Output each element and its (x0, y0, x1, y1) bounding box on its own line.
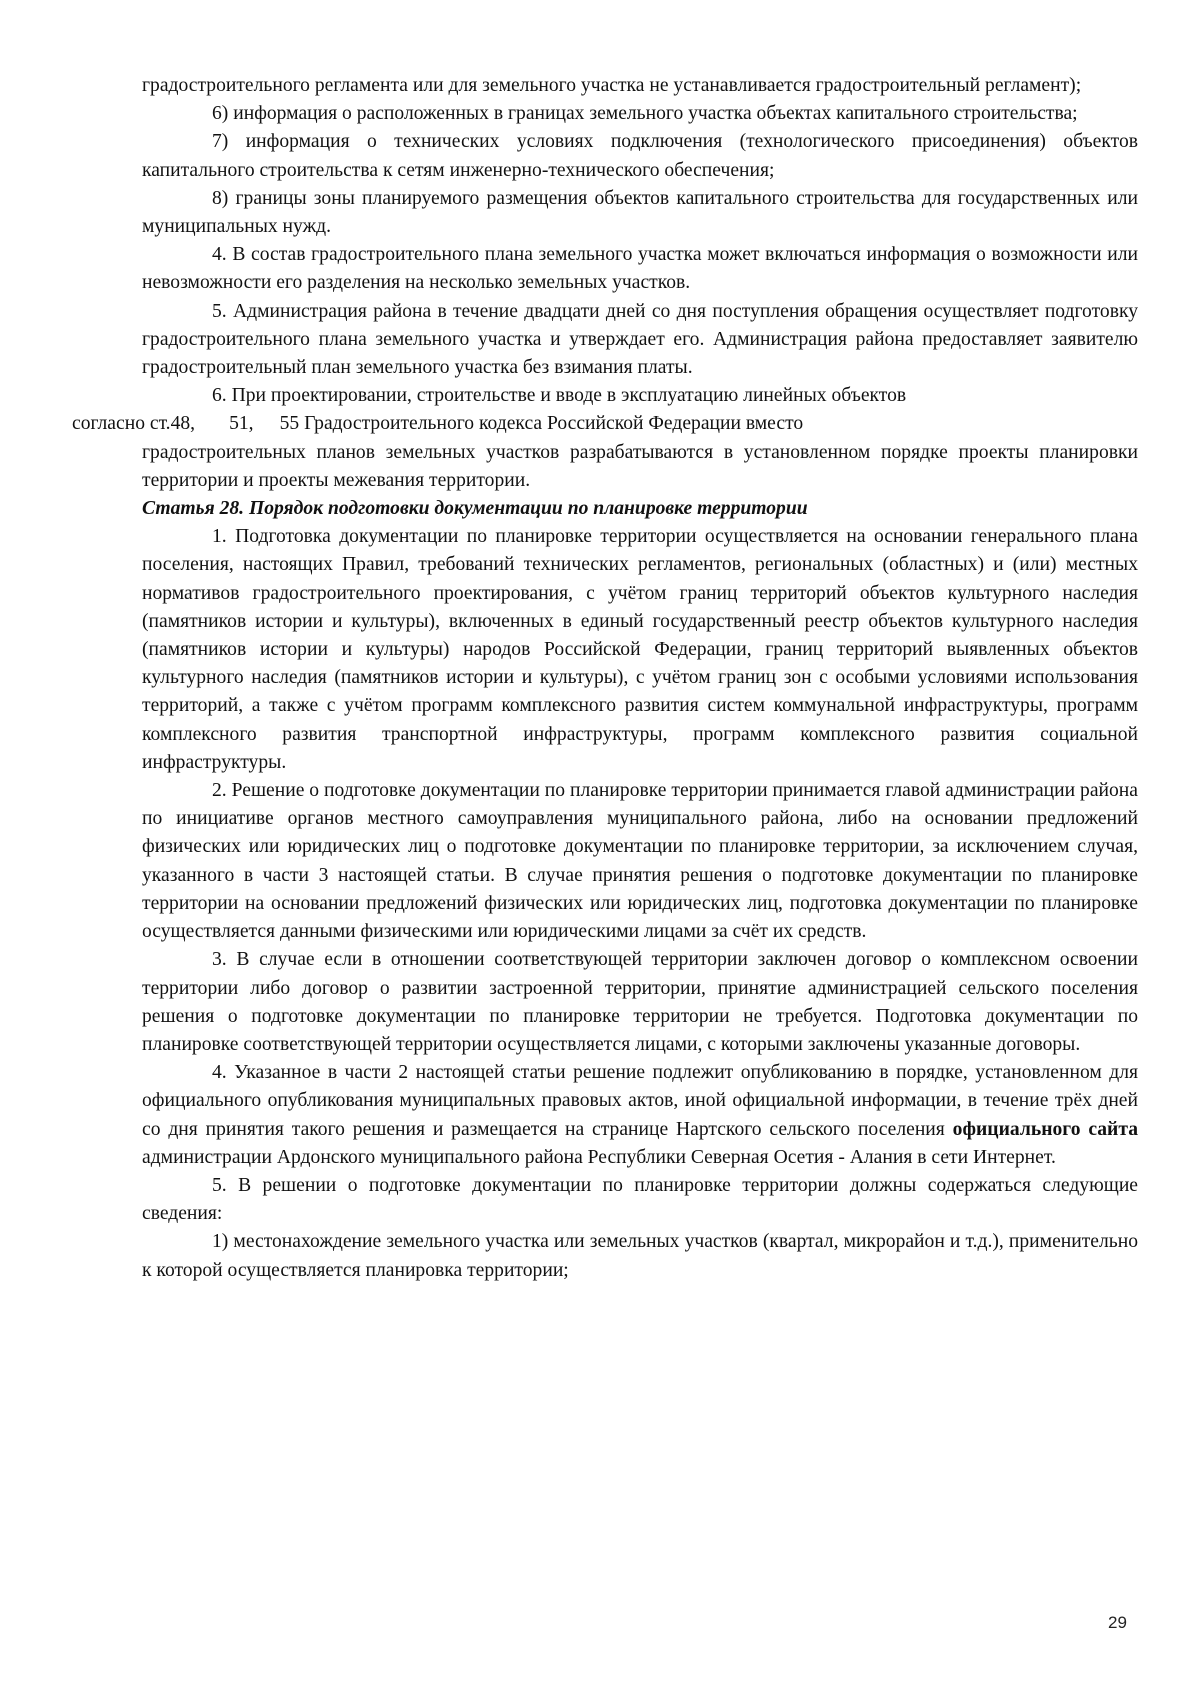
paragraph-6-line1: 6. При проектировании, строительстве и вводе в эксплуатацию линейных объектов (212, 385, 907, 407)
paragraph-continuation: градостроительного регламента или для земельного участка не устанавливается градостроительный регламент); (142, 75, 1082, 96)
article28-item-1: 1) местонахождение земельного участка или земельных участков (квартал, микрорайон и т.д.), применительно к которой осуществляется планировка территории; (142, 1231, 1138, 1281)
official-site-bold: официального сайта (952, 1118, 1139, 1140)
paragraph-6-ref-b: 51, (229, 413, 254, 435)
page-number: 29 (1108, 1613, 1127, 1632)
paragraph-6-ref-a: согласно ст.48, (72, 413, 196, 435)
article-heading: Статья 28. Порядок подготовки документации по планировке территории (142, 498, 808, 520)
list-item-7: 7) информация о технических условиях подключения (технологического присоединения) объектов капитального строительства к сетям инженерно-технического обеспечения; (142, 131, 1138, 181)
paragraph-4: 4. В состав градостроительного плана земельного участка может включаться информация о возможности или невозможности его разделения на несколько земельных участков. (142, 244, 1138, 294)
article28-paragraph-5: 5. В решении о подготовке документации по планировке территории должны содержаться следующие сведения: (142, 1174, 1138, 1225)
list-item-8: 8) границы зоны планируемого размещения объектов капитального строительства для государственных или муниципальных нужд. (142, 187, 1138, 238)
paragraph-6-rest: градостроительных планов земельных участков разрабатываются в установленном порядке проекты планировки территории и проекты межевания территории. (142, 441, 1138, 491)
paragraph-6 (72, 382, 1138, 438)
list-item-6: 6) информация о расположенных в границах земельного участка объектах капитального строительства; (212, 103, 1078, 125)
article28-paragraph-4-start: 4. Указанное в части 2 настоящей статьи решение подлежит опубликованию в порядке, установленном для официального опубликования муниципальных правовых актов, иной официальной информации, в течение трёх дней со дня принятия такого решения и размещается на странице Нартского сельского поселения (142, 1062, 1138, 1140)
paragraph-5: 5. Администрация района в течение двадцати дней со дня поступления обращения осуществляет подготовку градостроительного плана земельного участка и утверждает его. Администрация района предоставляет заявителю градостроительный план земельного участка без взимания платы. (142, 300, 1138, 379)
article28-paragraph-4-end: администрации Ардонского муниципального района Республики Северная Осетия - Алания в сети Интернет. (142, 1146, 1056, 1168)
article28-paragraph-1: 1. Подготовка документации по планировке территории осуществляется на основании генерального плана поселения, настоящих Правил, требований технических регламентов, региональных (областных) и (или) местных нормативов градостроительного проектирования, с учётом границ территорий объектов культурного наследия (памятников истории и культуры), включенных в единый государственный реестр объектов культурного наследия (памятников истории и культуры) народов Российской Федерации, границ территорий выявленных объектов культурного наследия (памятников истории и культуры), с учётом границ зон с особыми условиями использования территорий, а также с учётом программ комплексного развития систем коммунальной инфраструктуры, программ комплексного развития транспортной инфраструктуры, программ комплексного развития социальной инфраструктуры. (142, 526, 1138, 773)
article28-paragraph-3: 3. В случае если в отношении соответствующей территории заключен договор о комплексном освоении территории либо договор о развитии застроенной территории, принятие администрацией сельского поселения решения о подготовке документации по планировке территории не требуется. Подготовка документации по планировке соответствующей территории осуществляется лицами, с которыми заключены указанные договоры. (142, 949, 1138, 1055)
paragraph-6-ref-c: 55 Градостроительного кодекса Российской Федерации вместо (279, 413, 804, 435)
article28-paragraph-4 (142, 1059, 1138, 1172)
article28-paragraph-2: 2. Решение о подготовке документации по планировке территории принимается главой администрации района по инициативе органов местного самоуправления муниципального района, либо на основании предложений физических или юридических лиц о подготовке документации по планировке территории, за исключением случая, указанного в части 3 настоящей статьи. В случае принятия решения о подготовке документации по планировке территории на основании предложений физических или юридических лиц, подготовка документации по планировке осуществляется данными физическими или юридическими лицами за счёт их средств. (142, 780, 1138, 943)
document-page (72, 72, 1139, 1285)
